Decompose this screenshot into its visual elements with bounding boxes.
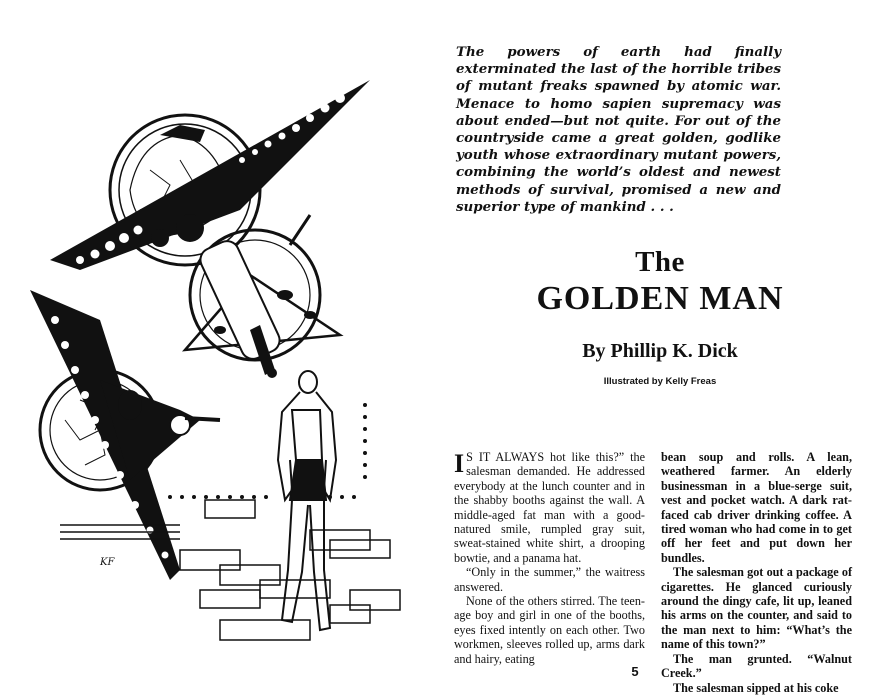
illustrator-credit: Illustrated by Kelly Freas bbox=[603, 376, 717, 387]
title-line-2: GOLDEN MAN bbox=[536, 280, 784, 317]
paragraph bbox=[454, 450, 645, 565]
illustration-art bbox=[20, 60, 440, 660]
paragraph: The salesman sipped at his coke bbox=[673, 680, 839, 695]
drop-cap: I bbox=[454, 449, 465, 478]
paragraph: bean soup and rolls. A lean, weathered farmer. An elderly businessman in a blue-serge suit, vest and pocket watch. A dark rat-faced cab driver drinking coffee. A tired woman who had come in to get off her feet and put down her bundles. bbox=[661, 450, 852, 565]
story-illustration bbox=[20, 60, 440, 660]
title-line-1: The bbox=[635, 246, 685, 278]
text-column-1 bbox=[454, 450, 645, 666]
golden-man-figure bbox=[278, 371, 336, 630]
page-number: 5 bbox=[631, 664, 639, 679]
paragraph: None of the others stirred. The teen-age boy and girl in one of the booths, eyes fixed intently on each other. Two workmen, sleeves rolled up, arms dark and hairy, eating bbox=[454, 594, 645, 666]
artist-signature: KF bbox=[100, 557, 115, 568]
paragraph: “Only in the summer,” the waitress answered. bbox=[454, 565, 645, 594]
paragraph-text: S IT ALWAYS hot like this?” the salesman demanded. He addressed everybody at the lunch counter and in the shabby booths against the wall. A middle-aged fat man with a good-natured smile, rumpled gray suit, sweat-stained white shirt, a drooping bowtie, and a panama hat. bbox=[454, 450, 645, 565]
text-column-2 bbox=[661, 450, 852, 695]
grid-floor bbox=[60, 500, 400, 640]
paragraph: The man grunted. “Walnut Creek.” bbox=[661, 651, 852, 681]
paragraph: The salesman got out a package of cigarettes. He glanced curiously around the dingy cafe, lit up, leaned his arms on the counter, and said to the man next to him: “What’s the name of this town?” bbox=[661, 565, 852, 652]
author-byline: By Phillip K. Dick bbox=[582, 340, 738, 362]
story-intro: The powers of earth had finally exterminated the last of the horrible tribes of mutant freaks spawned by atomic war. Menace to homo sapien supremacy was about ended—but not quite. For out of the countryside came a great golden, godlike youth whose extraordinary mutant powers, combining the world’s oldest and newest methods of survival, promised a new and superior type of mankind . . . bbox=[456, 44, 781, 215]
story-title bbox=[440, 245, 879, 319]
